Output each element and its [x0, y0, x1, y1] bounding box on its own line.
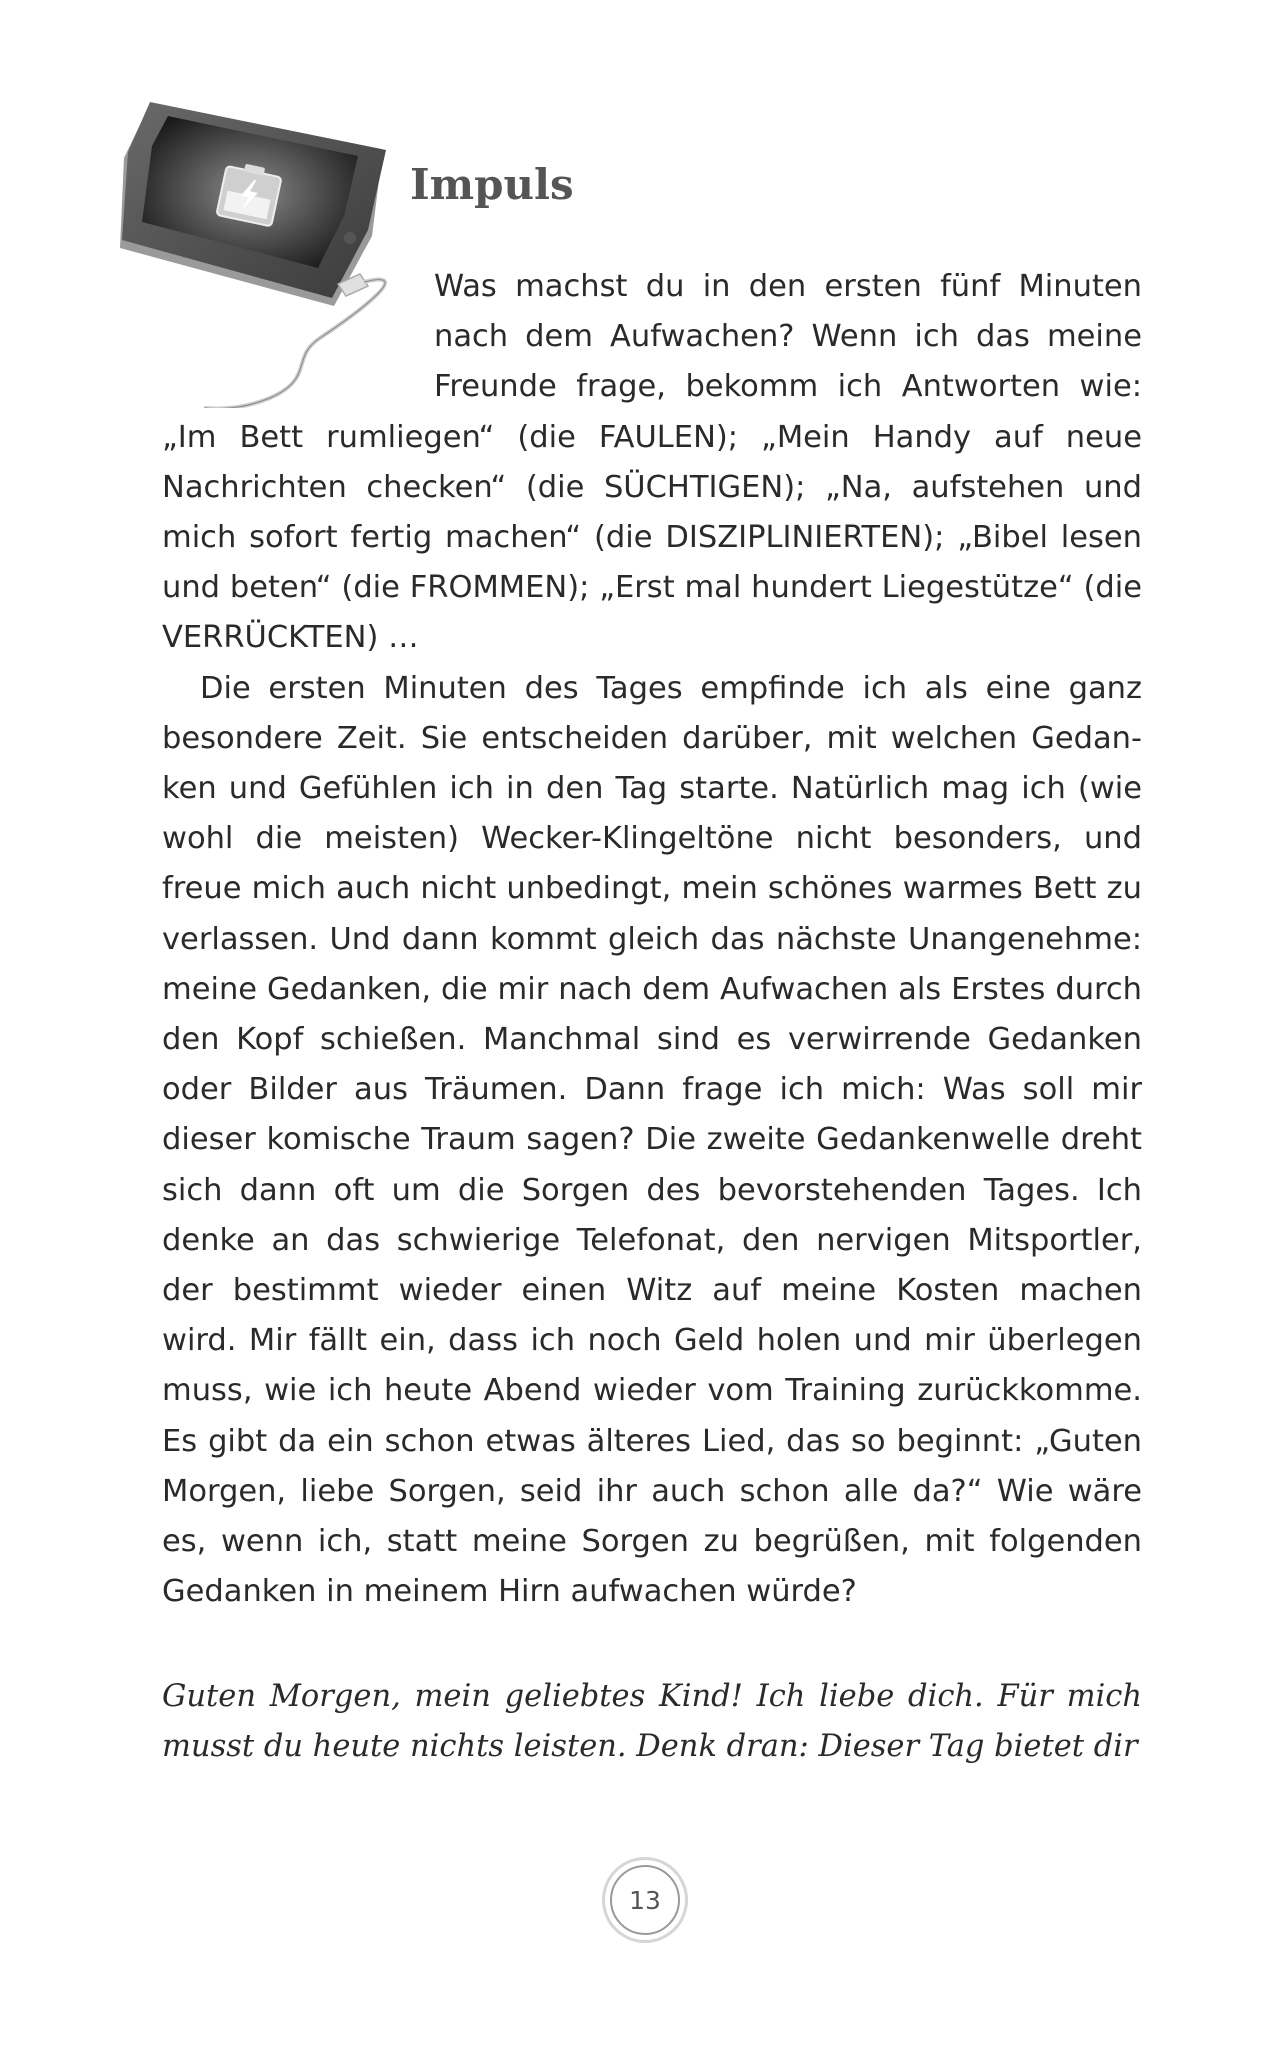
intro-paragraph: Was machst du in den ersten fünf Minuten nach dem Aufwachen? Wenn ich das meine Freunde frage, bekomm ich Antworten wie: „Im Bett rumliegen“ (die FAULEN); „Mein Handy auf neue Nachrichten checken“ (die SÜCHTIGEN); „Na, aufstehen und mich sofort fertig machen“ (die DISZIPLINIERTEN); „Bibel lesen und beten“ (die FROMMEN); „Erst mal hundert Liegestütze“ (die VERRÜCKTEN) …: [162, 269, 1142, 656]
page-number: 13: [610, 1865, 680, 1935]
main-paragraph: Die ersten Minuten des Tages empfinde ich als eine ganz besondere Zeit. Sie entscheiden darüber, mit welchen Gedanken und Gefühlen ich in den Tag starte. Natürlich mag ich (wie wohl die meisten) Wecker-Klingeltöne nicht besonders, und freue mich auch nicht unbedingt, mein schönes warmes Bett zu verlassen. Und dann kommt gleich das nächste Unangenehme: meine Gedanken, die mir nach dem Aufwachen als Erstes durch den Kopf schießen. Manchmal sind es verwirrende Gedanken oder Bilder aus Träumen. Dann frage ich mich: Was soll mir dieser komische Traum sagen? Die zweite Gedankenwelle dreht sich dann oft um die Sorgen des bevorstehenden Tages. Ich denke an das schwierige Telefonat, den nervigen Mitsportler, der bestimmt wieder einen Witz auf meine Kosten machen wird. Mir fällt ein, dass ich noch Geld holen und mir überlegen muss, wie ich heute Abend wieder vom Training zurückkomme. Es gibt da ein schon etwas älteres Lied, das so beginnt: „Guten Morgen, liebe Sorgen, seid ihr auch schon alle da?“ Wie wäre es, wenn ich, statt meine Sorgen zu begrüßen, mit folgenden Gedanken in meinem Hirn aufwachen würde?: [162, 670, 1142, 1610]
section-heading: Impuls: [410, 160, 574, 209]
italic-quote: Guten Morgen, mein geliebtes Kind! Ich liebe dich. Für mich musst du heute nichts leisten. Denk dran: Dieser Tag bietet dir: [162, 1679, 1142, 1765]
page-number-badge: [602, 1857, 688, 1943]
body-text: [162, 262, 1142, 1617]
